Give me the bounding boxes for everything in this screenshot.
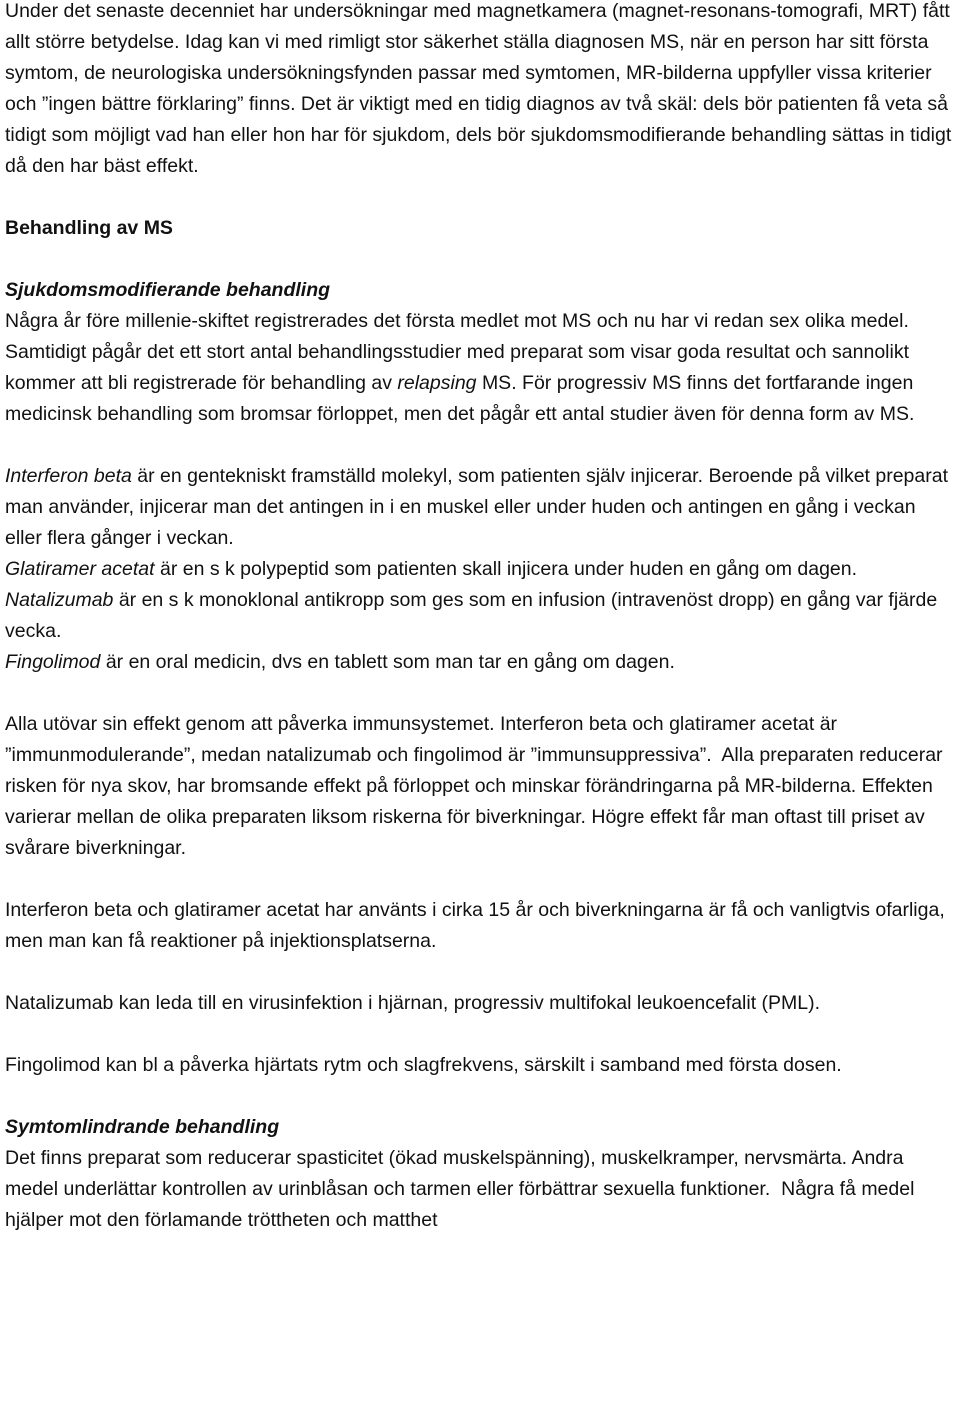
intro-text-1: Under det senaste decenniet har undersökningar med magnetkamera (magnet-resonans-tomografi, MRT) fått allt större betydelse. Idag kan vi med rimligt stor säkerhet ställa diagnosen MS, när en person har sitt första symtom, de neurologiska undersökningsfynden passar med symtomen, MR-bilderna uppfyller vissa kriterier och ”ingen bättre förklaring” finns. [5,0,950,115]
spacer [5,957,957,988]
drug-text-natalizumab: är en s k monoklonal antikropp som ges som en infusion (intravenöst dropp) en gång var fjärde vecka. [5,589,938,642]
spacer [5,430,957,461]
drug-interferon [5,461,957,554]
drug-name-natalizumab: Natalizumab [5,589,114,611]
drug-text-fingolimod: är en oral medicin, dvs en tablett som man tar en gång om dagen. [105,651,675,673]
effects-text-2: Interferon beta och glatiramer acetat är ”immunmodulerande”, medan natalizumab och fingolimod är ”immunsuppressiva”. [5,713,838,766]
treatment-text-2: Samtidigt pågår det ett stort antal behandlingsstudier med preparat som visar goda resultat och sannolikt kommer att bli registrerade för behandling av [5,341,910,394]
drug-fingolimod [5,647,957,678]
effects-paragraph [5,709,957,864]
drug-text-glatiramer: är en s k polypeptid som patienten skall injicera under huden en gång om dagen. [159,558,858,580]
treatment-text-2-end: MS. [481,372,517,394]
drug-glatiramer [5,554,957,585]
spacer [5,1081,957,1112]
symptom-text-1: Det finns preparat som reducerar spasticitet (ökad muskelspänning), muskelkramper, nervsmärta. [5,1147,848,1169]
treatment-text-3: För progressiv MS finns det fortfarande ingen medicinsk behandling som bromsar förloppet, men det pågår ett antal studier även för denna form av MS. [5,372,915,425]
side-effects-interferon: Interferon beta och glatiramer acetat har använts i cirka 15 år och biverkningarna är få och vanligtvis ofarliga, men man kan få reaktioner på injektionsplatserna. [5,899,945,952]
treatment-paragraph [5,306,957,430]
effects-text-4: Effekten varierar mellan de olika preparaten liksom riskerna för biverkningar. [5,775,933,828]
drug-natalizumab [5,585,957,647]
side-effects-fingolimod: Fingolimod kan bl a påverka hjärtats rytm och slagfrekvens, särskilt i samband med första dosen. [5,1054,842,1076]
drug-name-glatiramer: Glatiramer acetat [5,558,155,580]
intro-paragraph [5,0,957,182]
effects-text-3: Alla preparaten reducerar risken för nya skov, har bromsande effekt på förloppet och minskar förändringarna på MR-bilderna. [5,744,943,797]
spacer [5,864,957,895]
spacer [5,182,957,213]
document-page [5,0,957,1236]
symptom-text-2: Andra medel underlättar kontrollen av urinblåsan och tarmen eller förbättrar sexuella funktioner. [5,1147,904,1200]
spacer [5,244,957,275]
symptom-text-3: Några få medel hjälper mot den förlamande tröttheten och matthet [5,1178,915,1231]
symptom-paragraph [5,1143,957,1236]
side-effects-natalizumab: Natalizumab kan leda till en virusinfektion i hjärnan, progressiv multifokal leukoencefalit (PML). [5,992,821,1014]
drug-name-interferon: Interferon beta [5,465,132,487]
effects-text-1: Alla utövar sin effekt genom att påverka immunsystemet. [5,713,495,735]
spacer [5,678,957,709]
drug-text-interferon-2: Beroende på vilket preparat man använder, injicerar man det antingen in i en muskel eller under huden och antingen en gång i veckan eller flera gånger i veckan. [5,465,949,549]
effects-text-5: Högre effekt får man oftast till priset av svårare biverkningar. [5,806,925,859]
subheading-symptomatic: Symtomlindrande behandling [5,1116,280,1138]
treatment-text-1: Några år före millenie-skiftet registrerades det första medlet mot MS och nu har vi redan sex olika medel. [5,310,909,332]
drug-text-interferon: är en gentekniskt framställd molekyl, som patienten själv injicerar. [137,465,704,487]
intro-text-2: Det är viktigt med en tidig diagnos av två skäl: dels bör patienten få veta så tidigt som möjligt vad han eller hon har för sjukdom, dels bör sjukdomsmodifierande behandling sättas in tidigt då den har bäst effekt. [5,93,952,177]
drug-name-fingolimod: Fingolimod [5,651,101,673]
treatment-italic-term: relapsing [397,372,477,394]
section-heading-treatment: Behandling av MS [5,217,173,239]
subheading-disease-modifying: Sjukdomsmodifierande behandling [5,279,331,301]
spacer [5,1019,957,1050]
